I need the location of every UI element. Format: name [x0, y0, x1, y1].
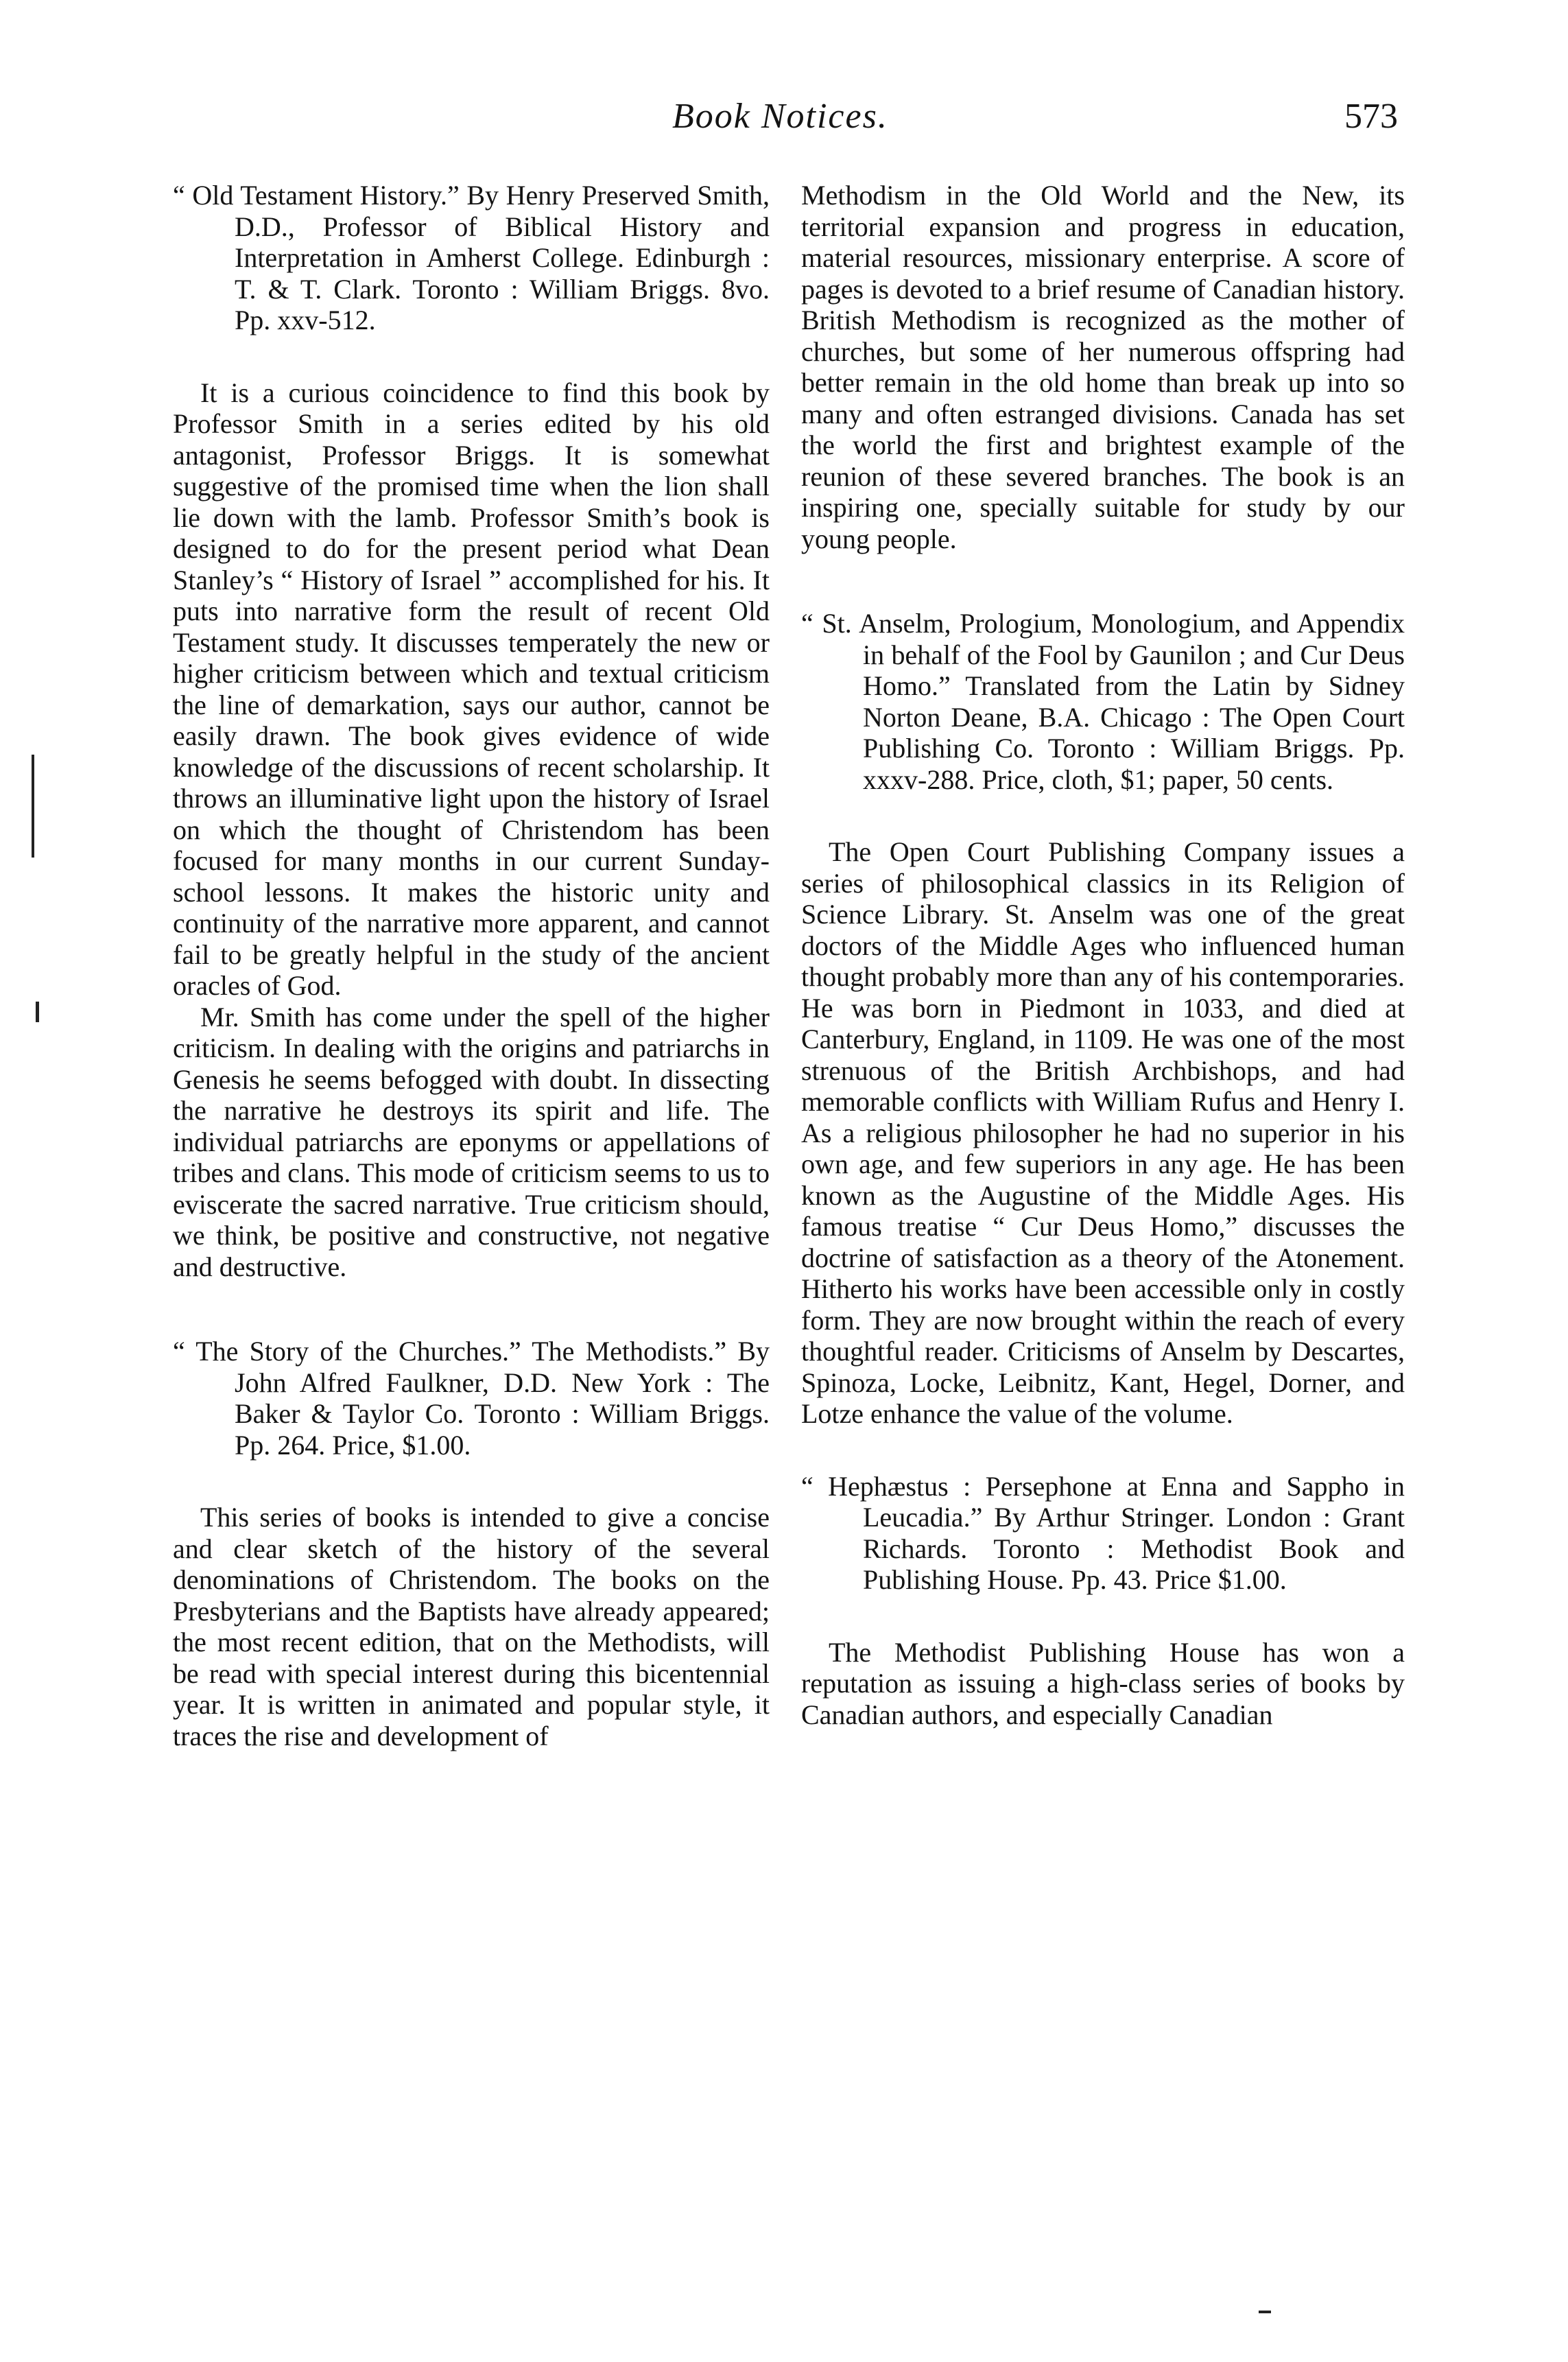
- review-paragraph-continued: Methodism in the Old World and the New, its territorial expansion and progress in education, material resources, missionary enterprise. A score of pages is devoted to a brief resume of Canadian history. British Methodism is recognized as the mother of churches, but some of her numerous offspring had better remain in the old home than break up into so many and often estranged divisions. Canada has set the world the first and brightest example of the reunion of these severed branches. The book is an inspiring one, specially suitable for study by our young people.: [801, 180, 1405, 554]
- review-paragraph: The Methodist Publishing House has won a reputation as issuing a high-class series of books by Canadian authors, and especially Canadian: [801, 1636, 1405, 1730]
- book-citation-old-testament-history: “ Old Testament History.” By Henry Preserved Smith, D.D., Professor of Biblical History and Interpretation in Amherst College. Edinburgh : T. & T. Clark. Toronto : William Briggs. 8vo. Pp. xxv-512.: [173, 180, 770, 335]
- scan-margin-mark: [36, 1002, 39, 1022]
- scan-margin-mark: [32, 755, 34, 858]
- page-number: 573: [1344, 97, 1398, 136]
- review-paragraph: Mr. Smith has come under the spell of the higher criticism. In dealing with the origins and patriarchs in Genesis he seems befogged with doubt. In dissecting the narrative he destroys its spirit and life. The individual patriarchs are eponyms or appellations of tribes and clans. This mode of criticism seems to us to eviscerate the sacred narrative. True criticism should, we think, be positive and constructive, not negative and destructive.: [173, 1001, 770, 1282]
- book-citation-st-anselm: “ St. Anselm, Prologium, Monologium, and Appendix in behalf of the Fool by Gaunilon ; and Cur Deus Homo.” Translated from the Latin by Sidney Norton Deane, B.A. Chicago : The Open Court Publishing Co. Toronto : William Briggs. Pp. xxxv-288. Price, cloth, $1; paper, 50 cents.: [801, 608, 1405, 795]
- right-column: [801, 180, 1405, 1730]
- left-column: [173, 180, 770, 1751]
- review-paragraph: It is a curious coincidence to find this book by Professor Smith in a series edited by his old antagonist, Professor Briggs. It is somewhat suggestive of the promised time when the lion shall lie down with the lamb. Professor Smith’s book is designed to do for the present period what Dean Stanley’s “ History of Israel ” accomplished for his. It puts into narrative form the result of recent Old Testament study. It discusses temperately the new or higher criticism between which and textual criticism the line of demarkation, says our author, cannot be easily drawn. The book gives evidence of wide knowledge of the discussions of recent scholarship. It throws an illuminative light upon the history of Israel on which the thought of Christendom has been focused for many months in our current Sunday-school lessons. It makes the historic unity and continuity of the narrative more apparent, and cannot fail to be greatly helpful in the study of the ancient oracles of God.: [173, 377, 770, 1001]
- review-paragraph: The Open Court Publishing Company issues a series of philosophical classics in its Religion of Science Library. St. Anselm was one of the great doctors of the Middle Ages who influenced human thought probably more than any of his contemporaries. He was born in Piedmont in 1033, and died at Canterbury, England, in 1109. He was one of the most strenuous of the British Archbishops, and had memorable conflicts with William Rufus and Henry I. As a religious philosopher he had no superior in his own age, and few superiors in any age. He has been known as the Augustine of the Middle Ages. His famous treatise “ Cur Deus Homo,” discusses the doctrine of satisfaction as a theory of the Atonement. Hitherto his works have been accessible only in costly form. They are now brought within the reach of every thoughtful reader. Criticisms of Anselm by Descartes, Spinoza, Locke, Leibnitz, Kant, Hegel, Dorner, and Lotze enhance the value of the volume.: [801, 836, 1405, 1429]
- running-head: Book Notices.: [672, 97, 888, 136]
- scan-margin-mark: [1259, 2311, 1271, 2313]
- book-citation-story-of-the-churches: “ The Story of the Churches.” The Methodists.” By John Alfred Faulkner, D.D. New York : The Baker & Taylor Co. Toronto : William Briggs. Pp. 264. Price, $1.00.: [173, 1336, 770, 1461]
- book-citation-hephaestus: “ Hephæstus : Persephone at Enna and Sappho in Leucadia.” By Arthur Stringer. London : Grant Richards. Toronto : Methodist Book and Publishing House. Pp. 43. Price $1.00.: [801, 1470, 1405, 1595]
- review-paragraph: This series of books is intended to give a concise and clear sketch of the history of the several denominations of Christendom. The books on the Presbyterians and the Baptists have already appeared; the most recent edition, that on the Methodists, will be read with special interest during this bicentennial year. It is written in animated and popular style, it traces the rise and development of: [173, 1502, 770, 1751]
